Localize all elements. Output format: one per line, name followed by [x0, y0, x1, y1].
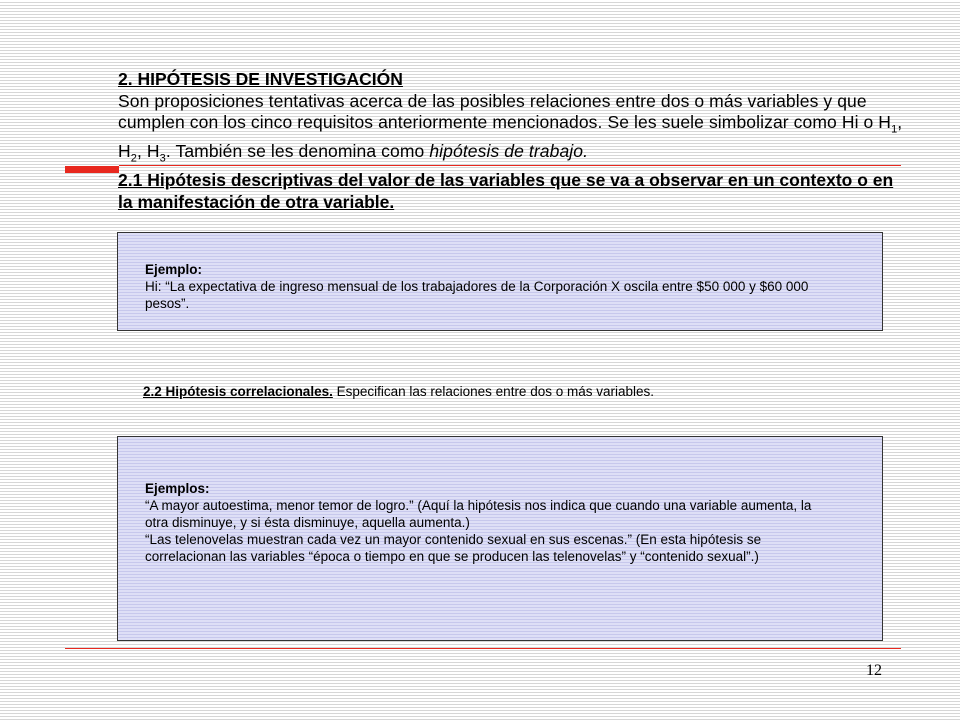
example-text: Hi: “La expectativa de ingreso mensual de los trabajadores de la Corporación X oscila entre $50 000 y $60 000 pesos”.	[145, 279, 809, 311]
subscript-3: 3	[159, 152, 166, 165]
bottom-divider-line	[65, 648, 901, 649]
subscript-1: 1	[891, 123, 898, 136]
section-paragraph	[118, 91, 908, 171]
example-box-content	[145, 261, 815, 312]
example-box	[117, 232, 883, 331]
separator-2: , H	[136, 141, 160, 161]
separator-1: , H	[118, 112, 903, 161]
correlational-title: 2.2 Hipótesis correlacionales.	[143, 384, 333, 399]
paragraph-start: Son proposiciones tentativas acerca de las posibles relaciones entre dos o más variables y que cumplen con los cinco requisitos anteriormente mencionados. Se les suele simbolizar como Hi o H	[118, 90, 892, 132]
examples-box	[117, 436, 883, 641]
paragraph-mid: . También se les denomina como	[165, 141, 430, 161]
examples-line-2: “Las telenovelas muestran cada vez un mayor contenido sexual en sus escenas.” (En esta hipótesis se correlacionan las variables “época o tiempo en que se producen las telenovelas” y “contenido sexual”.)	[145, 532, 762, 564]
section-heading: 2. HIPÓTESIS DE INVESTIGACIÓN	[118, 69, 403, 89]
red-accent-bar	[65, 166, 119, 173]
examples-box-content	[145, 480, 815, 565]
paragraph-italic: hipótesis de trabajo.	[429, 141, 589, 161]
subscript-2: 2	[130, 152, 137, 165]
correlational-text: Especifican las relaciones entre dos o más variables.	[332, 384, 655, 399]
examples-line-1: “A mayor autoestima, menor temor de logro.” (Aquí la hipótesis nos indica que cuando una variable aumenta, la otra disminuye, y si ésta disminuye, aquella aumenta.)	[145, 498, 812, 530]
page-number: 12	[866, 662, 882, 679]
correlational-hypotheses	[143, 384, 654, 399]
subsection-2-1-heading: 2.1 Hipótesis descriptivas del valor de las variables que se va a observar en un contexto o en la manifestación de otra variable.	[118, 170, 894, 212]
section-2-text	[118, 69, 908, 213]
example-label: Ejemplo:	[145, 262, 203, 277]
examples-label: Ejemplos:	[145, 481, 210, 496]
